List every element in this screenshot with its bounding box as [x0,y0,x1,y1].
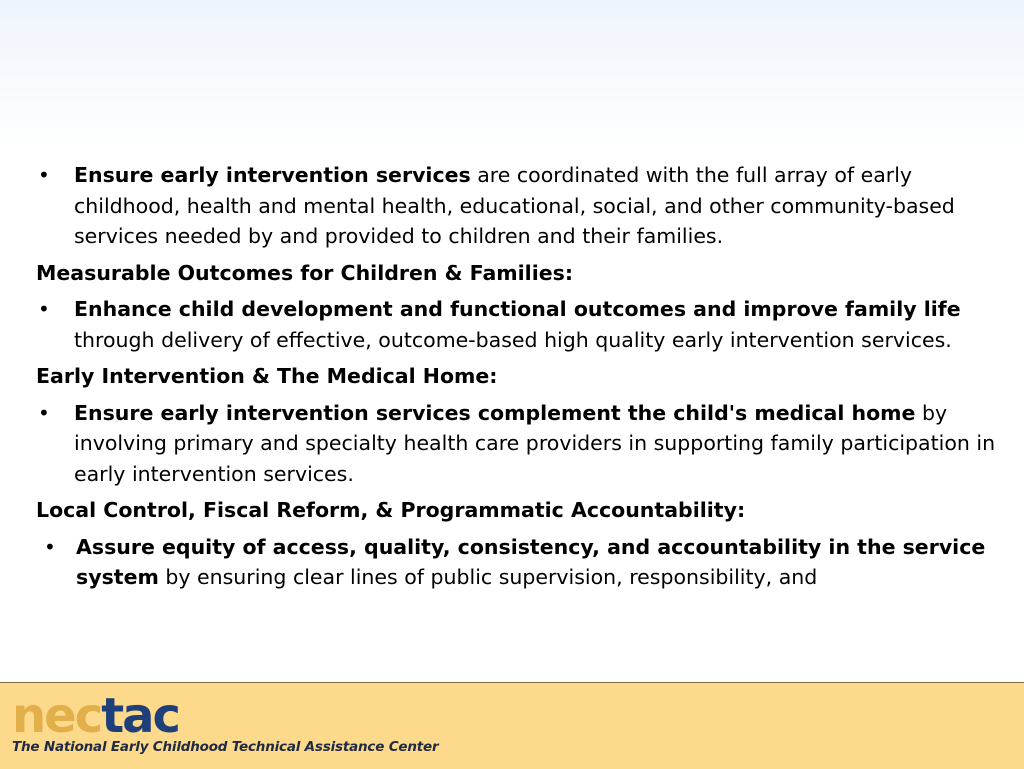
nectac-logo [12,690,179,742]
bullet-body-text: by ensuring clear lines of public supervision, responsibility, and [158,565,818,589]
heading-measurable-outcomes: Measurable Outcomes for Children & Families: [36,260,574,285]
bullet-bold-text: Ensure early intervention services [74,163,471,187]
logo-nec: nec [12,688,102,744]
bullet-bold-text: Assure equity of access, quality, consistency, and accountability in the service system [76,534,986,589]
bullet-dot: • [38,163,50,187]
logo-tac: tac [101,688,179,744]
bullet-body-text: are coordinated with the full array of early childhood, health and mental health, educational, social, and other community-based services needed by and provided to children and their families. [74,163,955,248]
bullet-child-development [36,294,996,355]
bullet-equity [36,532,996,593]
bullet-body-text: by involving primary and specialty health care providers in supporting family participation in early intervention services. [74,400,996,486]
bullet-dot: • [44,534,56,559]
organization-tagline: The National Early Childhood Technical Assistance Center [12,739,439,755]
slide-content [36,160,996,599]
bullet-body-text: through delivery of effective, outcome-based high quality early intervention services. [74,327,952,352]
bullet-coordination [36,160,996,252]
bullet-medical-home [36,398,996,490]
bullet-bold-text: Ensure early intervention services complement the child's medical home [74,400,916,425]
heading-local-control: Local Control, Fiscal Reform, & Programmatic Accountability: [36,498,746,522]
heading-medical-home: Early Intervention & The Medical Home: [36,364,498,388]
bullet-bold-text: Enhance child development and functional outcomes and improve family life [74,297,961,321]
bullet-dot: • [38,400,50,425]
bullet-dot: • [38,297,50,321]
